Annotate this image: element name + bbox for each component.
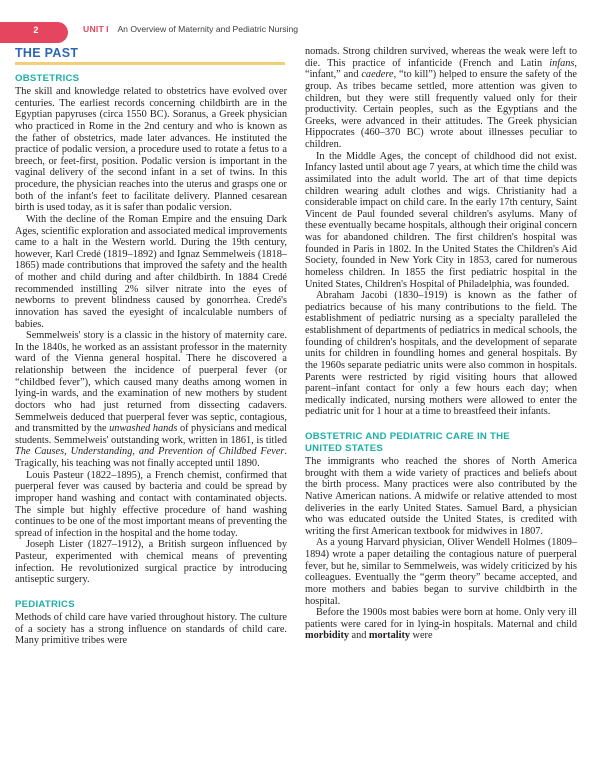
paragraph: The skill and knowledge related to obstetrics have evolved over centuries. The earliest records concerning childbirth are in the Egyptian papyruses (circa 1550 BC). Soranus, a Greek physician who practiced in Rome in the 2nd century and who is known as the father of obstetrics, made later advances. He instituted the practice of podalic version, a procedure used to rotate a fetus to a breech, or feet-first, position. Podalic version is important in the vaginal delivery of the second infant in a set of twins. In this procedure, the physician reaches into the uterus and grasps one or both of the infant's feet to facilitate delivery. Planned cesarean birth is used today, as it is safer than podalic version.: [15, 86, 287, 214]
page-running-header: [0, 0, 600, 38]
unit-number: I: [106, 24, 109, 34]
paragraph-continuation: [305, 46, 577, 151]
text-run: Semmelweis' story is a classic in the history of maternity care. In the 1840s, he worked as an assistant professor in the maternity ward of the Vienna general hospital. There he discovered a relationship between the incidence of puerperal fever (or “childbed fever”), which caused many deaths among women in lying-in wards, and the examination of new mothers by student doctors who had just returned from dissecting cadavers. Semmelweis deduced that puerperal fever was septic, contagious, and transmitted by the: [15, 330, 287, 435]
italic-term: caedere: [361, 69, 394, 81]
paragraph: As a young Harvard physician, Oliver Wendell Holmes (1809–1894) wrote a paper detailing the contagious nature of puerperal fever, but he, similar to Semmelweis, was widely criticized by his colleagues. Eventually the “germ theory” became accepted, and more mothers and babies began to survive childbirth in the hospital.: [305, 537, 577, 607]
paragraph-final: [305, 607, 577, 642]
part-title: THE PAST: [15, 46, 79, 60]
paragraph: Louis Pasteur (1822–1895), a French chemist, confirmed that puerperal fever was caused by bacteria and could be spread by improper hand washing and contact with contaminated objects. The simple but highly effective procedure of hand washing continues to be one of the most important means of preventing the spread of infection in the hospital and the home today.: [15, 469, 287, 539]
bold-term-morbidity: morbidity: [305, 630, 350, 642]
text-run: of physicians and medical students. Semmelweis' outstanding work, written in 1861, is titled: [15, 423, 288, 446]
gold-rule-divider: [15, 62, 285, 65]
text-run: Before the 1900s most babies were born at home. Only very ill patients were cared for in lying-in hospitals. Maternal and child: [305, 607, 577, 630]
text-run: , “to kill”) helped to ensure the safety of the group. As tribes became settled, more attention was given to children, but they were still frequently valued only for their productivity. Certain peoples, such as the Egyptians and the Greeks, were advanced in their attitudes. The Greek physician Hippocrates (460–370 BC) wrote about illnesses peculiar to children.: [305, 69, 577, 150]
page-number: 2: [33, 25, 39, 35]
text-run: nomads. Strong children survived, whereas the weak were left to die. This practice of infanticide (French and Latin: [305, 46, 577, 69]
heading-line-2: UNITED STATES: [305, 443, 384, 454]
italic-book-title: The Causes, Understanding, and Prevention of Childbed Fever: [15, 446, 285, 458]
section-heading-pediatrics: PEDIATRICS: [15, 598, 75, 610]
heading-line-1: OBSTETRIC AND PEDIATRIC CARE IN THE: [305, 431, 510, 442]
paragraph: Abraham Jacobi (1830–1919) is known as the father of pediatrics because of his many contributions to the field. The establishment of pediatric nursing as a specialty paralleled the establishment of departments of pediatrics in medical schools, the founding of children's hospitals, and the development of separate units for children in foundling homes and general hospitals. By the 1960s separate pediatric units were also common in hospitals. Parents were restricted by rigid visiting hours that allowed parent–infant contact for only a few hours each day; when medically indicated, nursing mothers were allowed to enter the pediatric unit for 1 hour at a time to breastfeed their infants.: [305, 290, 577, 418]
header-breadcrumb: [83, 24, 298, 34]
paragraph: Joseph Lister (1827–1912), a British surgeon influenced by Pasteur, experimented with chemical means of preventing infection. He revolutionized surgical practice by introducing antiseptic surgery.: [15, 539, 287, 586]
text-run: and: [349, 630, 369, 642]
text-run: were: [410, 630, 433, 642]
unit-label: UNIT: [83, 24, 105, 34]
italic-term: unwashed hands: [109, 423, 178, 435]
column-right: [305, 46, 577, 642]
section-heading-obstetrics: OBSTETRICS: [15, 73, 80, 84]
paragraph-semmelweis: [15, 330, 287, 470]
bold-term-mortality: mortality: [368, 630, 411, 642]
text-run: , “infant,” and: [305, 57, 577, 81]
paragraph: The immigrants who reached the shores of North America brought with them a wide variety of practices and beliefs about the birth process. Many practices were also contributed by the Native American nations. A midwife or relative attended to most deliveries in the early United States. Samuel Bard, a physician who was educated outside the United States, is credited with writing the first American textbook for midwives in 1807.: [305, 456, 577, 537]
paragraph: Methods of child care have varied throughout history. The culture of a society has a strong influence on standards of child care. Many primitive tribes were: [15, 611, 287, 647]
paragraph: With the decline of the Roman Empire and the ensuing Dark Ages, scientific exploration and associated medical improvements came to a halt in the Western world. During the 19th century, however, Karl Credé (1819–1892) and Ignaz Semmelweis (1818–1865) made contributions that improved the safety and the health of mother and child during and after childbirth. In 1884 Credé recommended instilling 2% silver nitrate into the eyes of newborns to prevent blindness caused by gonorrhea. Credé's innovation has saved the eyesight of incalculable numbers of babies.: [15, 213, 287, 330]
paragraph: In the Middle Ages, the concept of childhood did not exist. Infancy lasted until about age 7 years, at which time the child was assimilated into the adult world. The art of that time depicts children wearing adult clothes and wigs. Christianity had a considerable impact on child care. In the early 17th century, Saint Vincent de Paul founded several children's asylums. Many of these eventually became hospitals, although their original concern was for abandoned children. The first children's hospital was founded in Paris in 1802. In the United States the Children's Aid Society, founded in New York City in 1853, cared for numerous homeless children. In 1855 the first pediatric hospital in the United States, Children's Hospital of Philadelphia, was founded.: [305, 150, 577, 290]
column-left: [15, 46, 287, 647]
italic-term: infans: [549, 57, 575, 69]
text-run: . Tragically, his teaching was not finally accepted until 1890.: [15, 446, 287, 469]
unit-title: An Overview of Maternity and Pediatric Nursing: [117, 24, 298, 34]
section-heading-us-care: [305, 431, 577, 455]
